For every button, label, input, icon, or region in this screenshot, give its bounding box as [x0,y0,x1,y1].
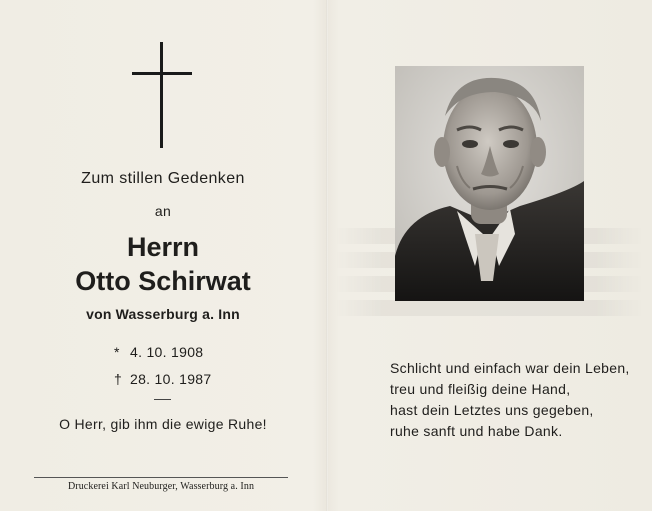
poem-line: treu und fleißig deine Hand, [390,381,571,397]
birth-date: 4. 10. 1908 [130,344,204,360]
death-symbol: † [114,371,123,387]
origin: von Wasserburg a. Inn [86,306,240,322]
death-date: 28. 10. 1987 [130,371,212,387]
deceased-name: Otto Schirwat [75,266,251,296]
footer-rule [34,477,288,478]
poem-line: ruhe sanft und habe Dank. [390,423,563,439]
memorial-heading: Zum stillen Gedenken [81,170,245,187]
printer-credit: Druckerei Karl Neuburger, Wasserburg a. Inn [67,481,255,492]
poem-line: Schlicht und einfach war dein Leben, [390,360,630,376]
divider [154,399,171,400]
preposition: an [154,203,172,219]
honorific: Herrn [126,232,200,262]
card-fold [326,0,328,511]
poem [390,358,640,442]
death-date-line [114,371,211,387]
birth-date-line [114,344,203,360]
birth-symbol: * [114,344,120,360]
prayer: O Herr, gib ihm die ewige Ruhe! [59,416,267,432]
cross-icon [132,42,192,148]
portrait-photo [395,66,584,301]
poem-line: hast dein Letztes uns gegeben, [390,402,594,418]
